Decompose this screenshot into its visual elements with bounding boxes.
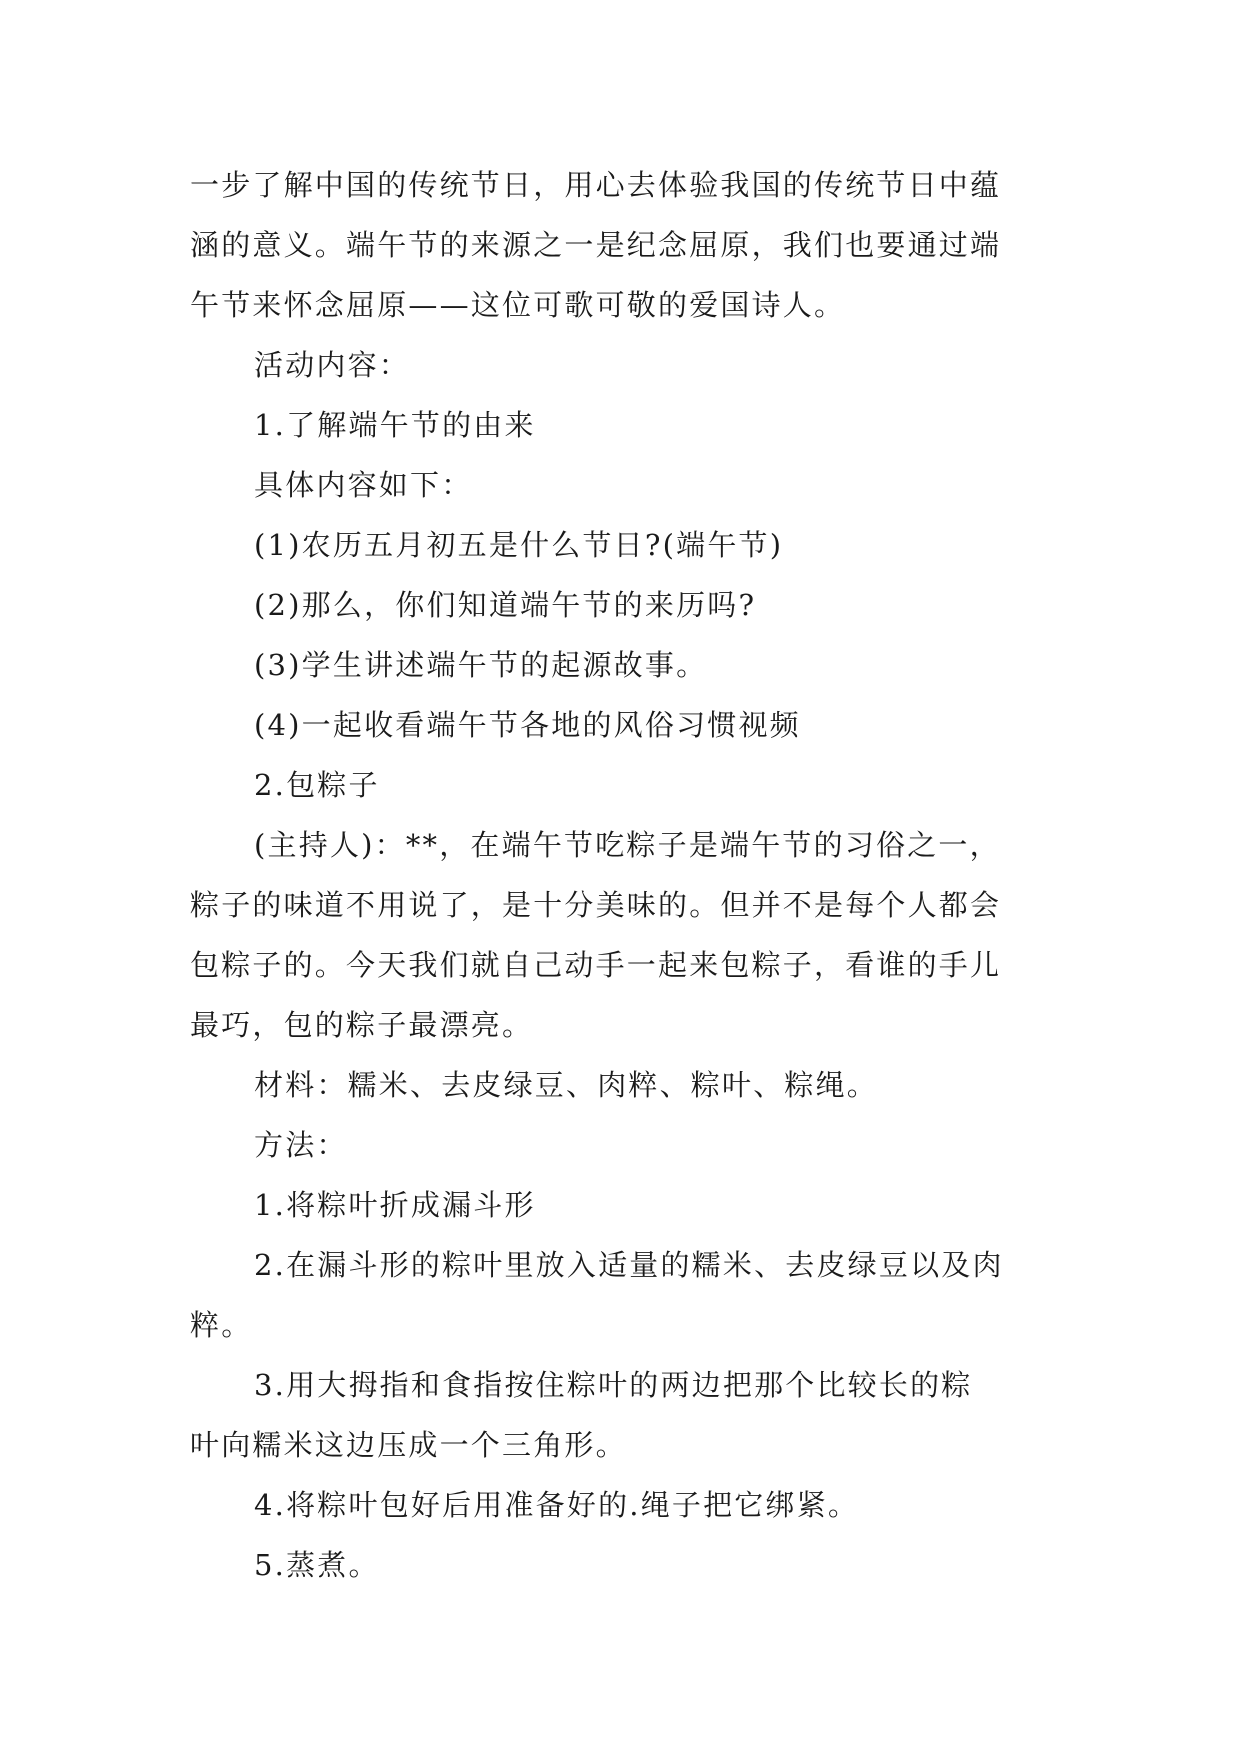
list-item: 5.蒸煮。 bbox=[254, 1548, 380, 1582]
paragraph-line: (主持人)：**，在端午节吃粽子是端午节的习俗之一， bbox=[254, 828, 1001, 862]
paragraph-line: 叶向糯米这边压成一个三角形。 bbox=[190, 1428, 627, 1462]
list-item: 1.了解端午节的由来 bbox=[254, 408, 536, 442]
list-item: 1.将粽叶折成漏斗形 bbox=[254, 1188, 536, 1222]
paragraph-line: 一步了解中国的传统节日，用心去体验我国的传统节日中蕴 bbox=[190, 168, 1002, 202]
paragraph-line: 涵的意义。端午节的来源之一是纪念屈原，我们也要通过端 bbox=[190, 228, 1002, 262]
list-item: 4.将粽叶包好后用准备好的.绳子把它绑紧。 bbox=[254, 1488, 860, 1522]
paragraph-line: 最巧，包的粽子最漂亮。 bbox=[190, 1008, 534, 1042]
list-item: (2)那么，你们知道端午节的来历吗? bbox=[254, 588, 757, 622]
paragraph-line: 粽子的味道不用说了，是十分美味的。但并不是每个人都会 bbox=[190, 888, 1002, 922]
list-item: 3.用大拇指和食指按住粽叶的两边把那个比较长的粽 bbox=[254, 1368, 973, 1402]
list-item: (4)一起收看端午节各地的风俗习惯视频 bbox=[254, 708, 801, 742]
list-item: 2.包粽子 bbox=[254, 768, 380, 802]
list-item: (1)农历五月初五是什么节日?(端午节) bbox=[254, 528, 784, 562]
materials-line: 材料：糯米、去皮绿豆、肉粹、粽叶、粽绳。 bbox=[254, 1068, 879, 1102]
section-heading-activity-content: 活动内容： bbox=[254, 348, 411, 382]
paragraph-line: 粹。 bbox=[190, 1308, 253, 1342]
list-item: 2.在漏斗形的粽叶里放入适量的糯米、去皮绿豆以及肉 bbox=[254, 1248, 1004, 1282]
paragraph-line: 午节来怀念屈原——这位可歌可敬的爱国诗人。 bbox=[190, 288, 846, 322]
paragraph-line: 具体内容如下： bbox=[254, 468, 473, 502]
list-item: (3)学生讲述端午节的起源故事。 bbox=[254, 648, 708, 682]
document-body bbox=[190, 155, 1050, 1595]
section-heading-method: 方法： bbox=[254, 1128, 348, 1162]
paragraph-line: 包粽子的。今天我们就自己动手一起来包粽子，看谁的手儿 bbox=[190, 948, 1002, 982]
